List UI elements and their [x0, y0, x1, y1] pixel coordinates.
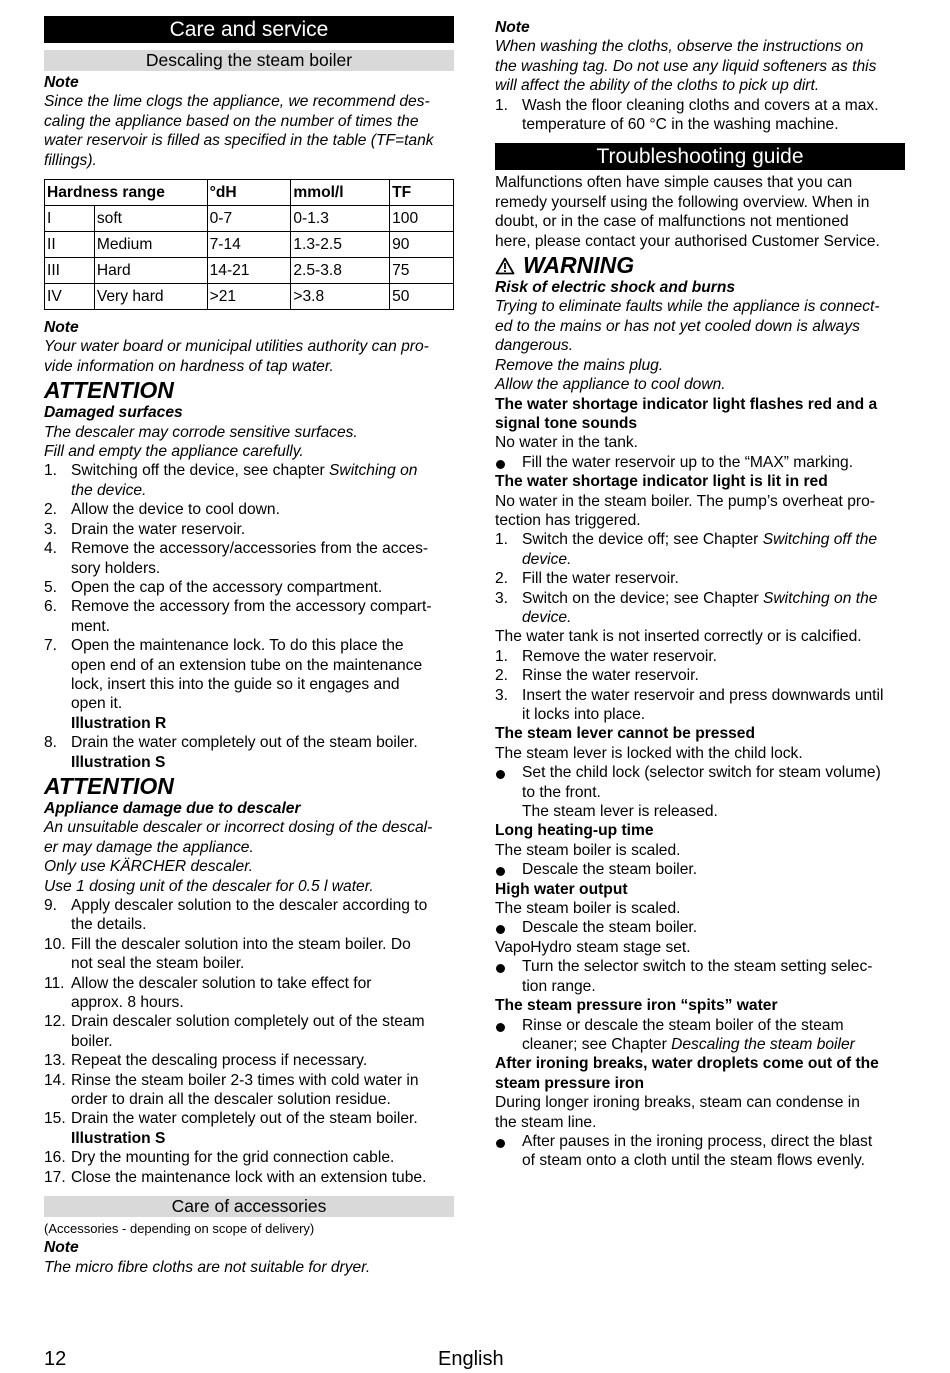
note-line: will affect the ability of the cloths to pick up dirt. [495, 77, 820, 95]
step-line: Drain the water reservoir. [71, 520, 246, 538]
footer-language: English [438, 1348, 504, 1370]
step-line: Wash the floor cleaning cloths and covers at a max. [522, 96, 879, 114]
attention-subtitle: Appliance damage due to descaler [44, 799, 301, 817]
attention-title: ATTENTION [44, 377, 174, 404]
step-line: Allow the descaler solution to take effect for [71, 974, 372, 992]
section-title-troubleshooting: Troubleshooting guide [495, 143, 905, 170]
step-line: Remove the accessory from the accessory compart- [71, 598, 432, 616]
step-list [44, 500, 454, 713]
step-line: Rinse the water reservoir. [522, 667, 699, 685]
step-item [44, 1109, 454, 1128]
step-number: 3. [495, 589, 509, 607]
step-item [495, 569, 905, 588]
step-number: 14. [44, 1071, 66, 1089]
table-header-cell: °dH [207, 180, 291, 206]
note-label: Note [44, 1239, 79, 1257]
step-item [495, 530, 905, 569]
accessories-scope: (Accessories - depending on scope of delivery) [44, 1221, 315, 1237]
table-cell: 0-7 [207, 206, 291, 232]
table-cell: 0-1.3 [291, 206, 390, 232]
attention-line: Use 1 dosing unit of the descaler for 0.5 l water. [44, 877, 374, 895]
step-number: 15. [44, 1110, 66, 1128]
bullet-item [495, 860, 905, 879]
chapter-reference: Descaling the steam boiler [671, 1035, 855, 1053]
bullet-icon [496, 460, 505, 469]
table-cell: Hard [94, 258, 207, 284]
step-line: Rinse the steam boiler 2-3 times with cold water in [71, 1071, 419, 1089]
step-line: approx. 8 hours. [71, 994, 184, 1012]
attention-line: Fill and empty the appliance carefully. [44, 443, 304, 461]
fault-cause: The water tank is not inserted correctly or is calcified. [495, 628, 862, 646]
fault-cause: the steam line. [495, 1113, 597, 1131]
table-cell: Very hard [94, 284, 207, 310]
table-row [45, 258, 454, 284]
step-line: Allow the device to cool down. [71, 501, 280, 519]
step-line: order to drain all the descaler solution residue. [71, 1091, 391, 1109]
step-number: 2. [44, 501, 58, 519]
step-line: Fill the descaler solution into the steam boiler. Do [71, 935, 411, 953]
warning-heading [495, 253, 905, 278]
illustration-reference: Illustration S [71, 1129, 166, 1147]
note-line: water reservoir is filled as specified in the table (TF=tank [44, 132, 434, 150]
table-cell: III [45, 258, 95, 284]
step-number: 16. [44, 1149, 66, 1167]
table-header-cell: mmol/l [291, 180, 390, 206]
step-item [44, 500, 454, 519]
fault-action: After pauses in the ironing process, direct the blast [522, 1132, 873, 1150]
step-line: Remove the water reservoir. [522, 647, 717, 665]
warning-line: Allow the appliance to cool down. [495, 376, 726, 394]
step-item [44, 1012, 454, 1051]
table-row [45, 206, 454, 232]
bullet-item [495, 1132, 905, 1171]
fault-action: Descale the steam boiler. [522, 919, 698, 937]
fault-cause: tection has triggered. [495, 511, 641, 529]
step-item [44, 520, 454, 539]
chapter-reference: the device. [71, 481, 147, 499]
step-item [44, 539, 454, 578]
fault-action: Turn the selector switch to the steam setting selec- [522, 958, 873, 976]
fault-cause: VapoHydro steam stage set. [495, 938, 691, 956]
table-cell: 14-21 [207, 258, 291, 284]
attention-title: ATTENTION [44, 772, 174, 799]
table-header-cell: Hardness range [45, 180, 208, 206]
attention-line: Only use KÄRCHER descaler. [44, 858, 254, 876]
table-header-row [45, 180, 454, 206]
fault-action: cleaner; see Chapter [522, 1035, 672, 1053]
bullet-icon [496, 867, 505, 876]
attention-line: er may damage the appliance. [44, 838, 254, 856]
step-line: Apply descaler solution to the descaler according to [71, 897, 428, 914]
step-number: 1. [44, 462, 58, 480]
table-cell: soft [94, 206, 207, 232]
step-line: the details. [71, 916, 147, 934]
bullet-item [495, 763, 905, 821]
attention-line: The descaler may corrode sensitive surfaces. [44, 423, 358, 441]
step-number: 4. [44, 540, 58, 558]
table-cell: IV [45, 284, 95, 310]
bullet-icon [496, 925, 505, 934]
step-item [44, 1051, 454, 1070]
warning-line: Trying to eliminate faults while the appliance is connect- [495, 298, 880, 316]
step-number: 5. [44, 578, 58, 596]
note-line: fillings). [44, 151, 97, 169]
bullet-icon [496, 1139, 505, 1148]
table-cell: >21 [207, 284, 291, 310]
table-cell: I [45, 206, 95, 232]
page-number: 12 [44, 1348, 67, 1370]
fault-action: Fill the water reservoir up to the “MAX” marking. [522, 453, 854, 471]
fault-title: High water output [495, 880, 628, 898]
illustration-reference: Illustration S [71, 753, 166, 771]
step-number: 3. [495, 686, 509, 704]
step-line: Drain the water completely out of the steam boiler. [71, 1110, 418, 1128]
table-cell: 1.3-2.5 [291, 232, 390, 258]
step-text: Drain the water completely out of the steam boiler. [71, 734, 418, 752]
step-line: Open the maintenance lock. To do this place the [71, 637, 404, 655]
fault-title: The steam lever cannot be pressed [495, 725, 755, 743]
warning-line: Remove the mains plug. [495, 356, 664, 374]
step-number: 17. [44, 1168, 66, 1186]
step-number: 2. [495, 570, 509, 588]
fault-title: Long heating-up time [495, 822, 654, 840]
chapter-reference: Switching on the [762, 589, 878, 607]
step-line: Insert the water reservoir and press downwards until [522, 686, 884, 704]
note-line: caling the appliance based on the number of times the [44, 112, 419, 130]
table-cell: Medium [94, 232, 207, 258]
note-line: When washing the cloths, observe the instructions on [495, 38, 864, 56]
subsection-heading-accessories: Care of accessories [44, 1196, 454, 1217]
fault-cause: No water in the tank. [495, 434, 639, 452]
step-item [495, 666, 905, 685]
step-item [44, 974, 454, 1013]
right-column [495, 18, 905, 1171]
note-line: Since the lime clogs the appliance, we recommend des- [44, 93, 430, 111]
table-cell: II [45, 232, 95, 258]
warning-line: dangerous. [495, 337, 574, 355]
warning-triangle-icon [495, 257, 515, 275]
bullet-icon [496, 964, 505, 973]
fault-cause: The steam lever is locked with the child lock. [495, 744, 803, 762]
step-line: ment. [71, 617, 110, 635]
step-number: 11. [44, 974, 65, 992]
step-line: sory holders. [71, 559, 161, 577]
attention-subtitle: Damaged surfaces [44, 404, 183, 422]
step-line: Dry the mounting for the grid connection cable. [71, 1149, 395, 1167]
section-title-care-and-service: Care and service [44, 16, 454, 43]
step-number: 1. [495, 531, 509, 549]
bullet-item [495, 1016, 905, 1055]
note-label: Note [44, 74, 79, 91]
table-cell: 50 [390, 284, 454, 310]
fault-title: After ironing breaks, water droplets come out of the [495, 1055, 879, 1073]
warning-subtitle: Risk of electric shock and burns [495, 279, 736, 297]
step-line: Close the maintenance lock with an extension tube. [71, 1168, 427, 1186]
intro-line: Malfunctions often have simple causes that you can [495, 174, 853, 192]
fault-title: The steam pressure iron “spits” water [495, 997, 778, 1015]
note-line: The micro fibre cloths are not suitable for dryer. [44, 1258, 371, 1276]
step-number: 1. [495, 96, 509, 114]
step-line: open it. [71, 695, 123, 713]
table-cell: 75 [390, 258, 454, 284]
step-item [44, 636, 454, 714]
fault-cause: No water in the steam boiler. The pump’s overheat pro- [495, 492, 875, 510]
intro-line: remedy yourself using the following overview. When in [495, 193, 870, 211]
step-item [44, 733, 454, 752]
bullet-icon [496, 1023, 505, 1032]
left-column [44, 16, 454, 1277]
chapter-reference: device. [522, 608, 572, 626]
warning-title: WARNING [523, 252, 635, 279]
step-item [44, 935, 454, 974]
step-number: 10. [44, 935, 66, 953]
table-cell: 90 [390, 232, 454, 258]
step-item [44, 896, 454, 935]
fault-title: steam pressure iron [495, 1074, 645, 1092]
step-list [495, 647, 905, 725]
step-number: 6. [44, 598, 58, 616]
step-item [495, 686, 905, 725]
table-row [45, 232, 454, 258]
bullet-item [495, 453, 905, 472]
step-number: 3. [44, 520, 58, 538]
step-item [44, 578, 454, 597]
note-line: Your water board or municipal utilities authority can pro- [44, 338, 429, 356]
step-number: 8. [44, 734, 58, 752]
hardness-table [44, 179, 454, 310]
chapter-reference: device. [522, 550, 572, 568]
step-list [44, 1148, 454, 1187]
bullet-item [495, 957, 905, 996]
intro-line: doubt, or in the case of malfunctions not mentioned [495, 213, 849, 231]
warning-line: ed to the mains or has not yet cooled down is always [495, 317, 860, 335]
table-cell: >3.8 [291, 284, 390, 310]
fault-action: Set the child lock (selector switch for steam volume) [522, 764, 881, 782]
fault-title: The water shortage indicator light is lit in red [495, 473, 828, 491]
step-text: Switch the device off; see Chapter [522, 531, 763, 549]
step-line: temperature of 60 °C in the washing machine. [522, 116, 839, 134]
step-number: 9. [44, 897, 58, 914]
step-line: lock, insert this into the guide so it engages and [71, 675, 400, 693]
fault-action: tion range. [522, 977, 596, 995]
step-text: Switch on the device; see Chapter [522, 589, 763, 607]
fault-cause: The steam boiler is scaled. [495, 900, 681, 918]
step-line: boiler. [71, 1032, 113, 1050]
step-line: not seal the steam boiler. [71, 955, 245, 973]
illustration-reference: Illustration R [71, 714, 167, 732]
note-label: Note [44, 319, 79, 337]
step-item [495, 647, 905, 666]
subsection-heading-descaling: Descaling the steam boiler [44, 50, 454, 71]
fault-cause: The steam boiler is scaled. [495, 841, 681, 859]
step-number: 7. [44, 637, 58, 655]
bullet-item [495, 918, 905, 937]
intro-line: here, please contact your authorised Customer Service. [495, 232, 880, 250]
table-header-cell: TF [390, 180, 454, 206]
table-cell: 2.5-3.8 [291, 258, 390, 284]
note-label: Note [495, 19, 530, 36]
fault-result: The steam lever is released. [522, 803, 718, 821]
step-number: 13. [44, 1052, 66, 1070]
step-line: Repeat the descaling process if necessary. [71, 1052, 368, 1070]
step-line: it locks into place. [522, 706, 646, 723]
chapter-reference: Switching on [329, 462, 418, 480]
step-item [44, 461, 454, 500]
fault-action: Rinse or descale the steam boiler of the steam [522, 1016, 844, 1034]
step-line: open end of an extension tube on the maintenance [71, 656, 423, 674]
step-text: Fill the water reservoir. [522, 570, 679, 588]
step-item [44, 1168, 454, 1187]
table-cell: 100 [390, 206, 454, 232]
step-list [44, 896, 454, 1129]
table-row [45, 284, 454, 310]
step-item [44, 1071, 454, 1110]
step-item [44, 1148, 454, 1167]
step-number: 1. [495, 647, 509, 665]
step-number: 2. [495, 667, 509, 685]
step-line: Remove the accessory/accessories from the acces- [71, 540, 429, 558]
step-line: Open the cap of the accessory compartment. [71, 578, 383, 596]
fault-action: Descale the steam boiler. [522, 861, 698, 879]
attention-line: An unsuitable descaler or incorrect dosing of the descal- [44, 819, 433, 837]
step-number: 12. [44, 1013, 66, 1031]
fault-action: of steam onto a cloth until the steam flows evenly. [522, 1152, 865, 1170]
note-text [44, 92, 454, 170]
fault-cause: During longer ironing breaks, steam can condense in [495, 1094, 860, 1112]
chapter-reference: Switching off the [762, 531, 878, 549]
note-line: the washing tag. Do not use any liquid softeners as this [495, 57, 877, 75]
table-cell: 7-14 [207, 232, 291, 258]
fault-action: to the front. [522, 783, 601, 801]
bullet-icon [496, 770, 505, 779]
step-line: Drain descaler solution completely out of the steam [71, 1013, 425, 1031]
step-item [495, 589, 905, 628]
fault-title: The water shortage indicator light flashes red and a [495, 395, 878, 413]
fault-title: signal tone sounds [495, 414, 638, 432]
step-item [44, 597, 454, 636]
step-item [495, 96, 905, 135]
note-line: vide information on hardness of tap water. [44, 357, 334, 375]
step-text: Switching off the device, see chapter [71, 462, 330, 480]
